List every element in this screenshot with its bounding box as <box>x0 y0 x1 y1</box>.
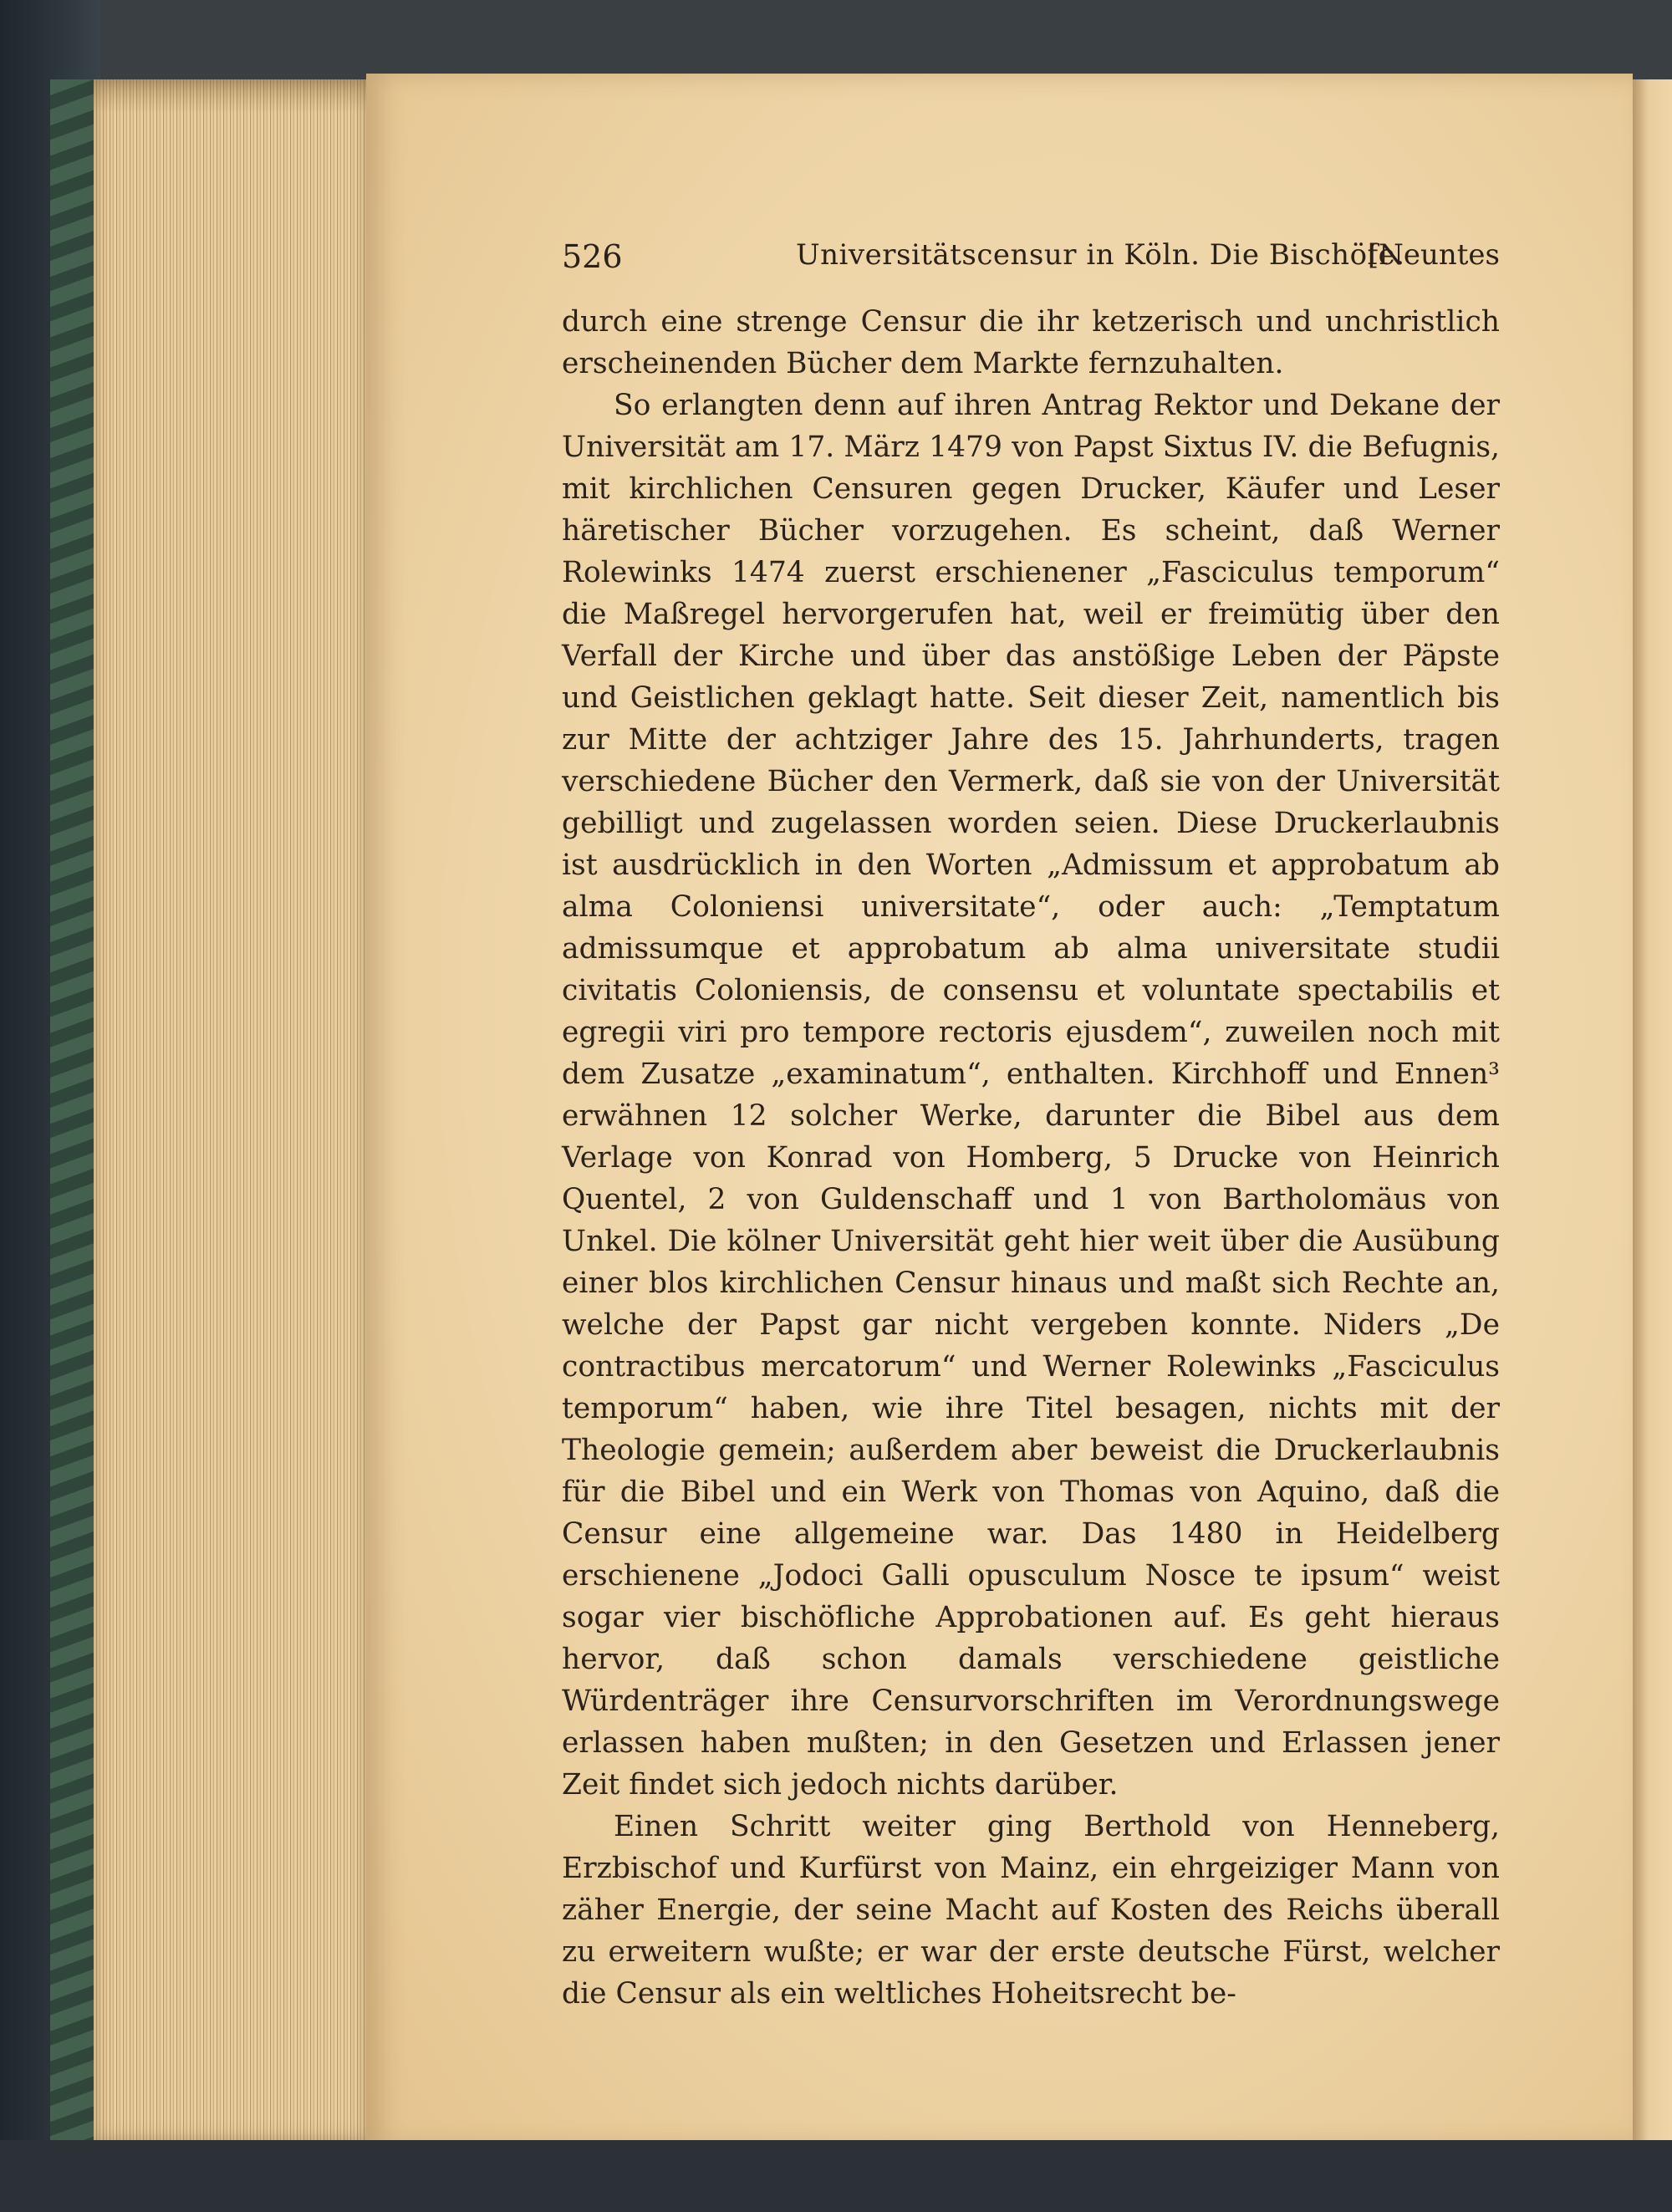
paragraph: durch eine strenge Censur die ihr ketzerisch und unchristlich erscheinenden Bücher dem Markte fernzuhalten. <box>562 305 1500 380</box>
running-title: Universitätscensur in Köln. Die Bischöfe. <box>796 238 1405 272</box>
paragraph: So erlangten denn auf ihren Antrag Rektor und Dekane der Universität am 17. März 1479 von Papst Sixtus IV. die Befugnis, mit kirchlichen Censuren gegen Drucker, Käufer und Leser häretischer Bücher vorzugehen. Es scheint, daß Werner Rolewinks 1474 zuerst erschienener „Fasciculus temporum“ die Maßregel hervorgerufen hat, weil er freimütig über den Verfall der Kirche und über das anstößige Leben der Päpste und Geistlichen geklagt hatte. Seit dieser Zeit, namentlich bis zur Mitte der achtziger Jahre des 15. Jahrhunderts, tragen verschiedene Bücher den Vermerk, daß sie von der Universität gebilligt und zugelassen worden seien. Diese Druckerlaubnis ist ausdrücklich in den Worten „Admissum et approbatum ab alma Coloniensi universitate“, oder auch: „Temptatum admissumque et approbatum ab alma universitate studii civitatis Coloniensis, de consensu et voluntate spectabilis et egregii viri pro tempore rectoris ejusdem“, zuweilen noch mit dem Zusatze „examinatum“, enthalten. Kirchhoff und Ennen³ erwähnen 12 solcher Werke, darunter die Bibel aus dem Verlage von Konrad von Homberg, 5 Drucke von Heinrich Quentel, 2 von Guldenschaff und 1 von Bartholomäus von Unkel. Die kölner Universität geht hier weit über die Ausübung einer blos kirchlichen Censur hinaus und maßt sich Rechte an, welche der Papst gar nicht vergeben konnte. Niders „De contractibus mercatorum“ und Werner Rolewinks „Fasciculus temporum“ haben, wie ihre Titel besagen, nichts mit der Theologie gemein; außerdem aber beweist die Druckerlaubnis für die Bibel und ein Werk von Thomas von Aquino, daß die Censur eine allgemeine war. Das 1480 in Heidelberg erschienene „Jodoci Galli opusculum Nosce te ipsum“ weist sogar vier bischöfliche Approbationen auf. Es geht hieraus hervor, daß schon damals verschiedene geistliche Würdenträger ihre Censurvorschriften im Verordnungswege erlassen haben mußten; in den Gesetzen und Erlassen jener Zeit findet sich jedoch nichts darüber. <box>562 389 1500 1802</box>
page-edges <box>94 79 368 2140</box>
page-number: 526 <box>562 238 623 275</box>
body-text <box>562 301 1500 2015</box>
page-edges-shadow <box>94 79 368 113</box>
next-page-fragment <box>1633 79 1672 2144</box>
page-header <box>562 238 1500 280</box>
background-bottom <box>0 2140 1672 2212</box>
paragraph: Einen Schritt weiter ging Berthold von Henneberg, Erzbischof und Kurfürst von Mainz, ein ehrgeiziger Mann von zäher Energie, der seine Macht auf Kosten des Reichs überall zu erweitern wußte; er war der erste deutsche Fürst, welcher die Censur als ein weltliches Hoheitsrecht be- <box>562 1810 1500 2011</box>
section-marker: [Neuntes <box>1367 238 1500 272</box>
